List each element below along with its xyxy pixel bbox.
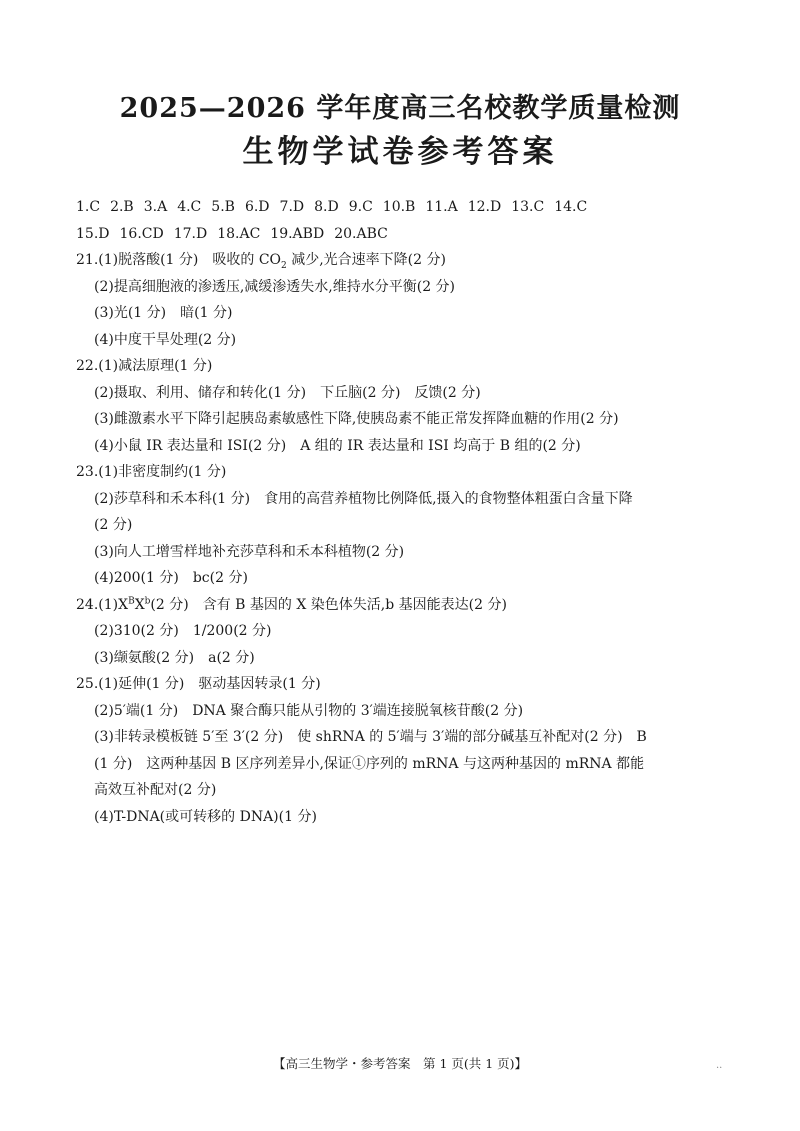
q22-part2 <box>76 380 726 407</box>
mc-answer: 16.CD <box>119 225 164 242</box>
q22-part3: (3)雌激素水平下降引起胰岛素敏感性下降,使胰岛素不能正常发挥降血糖的作用(2 分) <box>94 411 619 427</box>
q25-part3-cont2: 高效互补配对(2 分) <box>94 782 217 798</box>
q25-p1-answer-a: 25.(1)延伸(1 分) <box>76 676 185 692</box>
page-title: 2025—2026 学年度高三名校教学质量检测 <box>119 93 681 124</box>
mc-answer: 7.D <box>279 199 305 215</box>
q22-p4-answer-b: A 组的 IR 表达量和 ISI 均高于 B 组的(2 分) <box>300 437 581 454</box>
q25-p3-answer-e: 这两种基因 B 区序列差异小,保证①序列的 mRNA 与这两种基因的 mRNA 都能 <box>146 755 645 772</box>
mc-answer: 5.B <box>211 199 235 215</box>
q21-p1-subscript: 2 <box>281 260 287 271</box>
q21-p3-answer-b: 暗(1 分) <box>180 305 233 321</box>
q25-p3-score: (1 分) <box>94 755 133 772</box>
mc-answer: 12.D <box>467 199 502 215</box>
q24-p1-mid: X <box>134 596 145 613</box>
corner-mark: .. <box>716 1060 723 1071</box>
mc-answer: 13.C <box>511 199 545 215</box>
mc-answer: 14.C <box>554 199 588 215</box>
q22-p2-answer-c: 反馈(2 分) <box>414 384 481 401</box>
mc-answer: 15.D <box>76 225 110 242</box>
q25-part3 <box>76 724 726 751</box>
q24-p1-superscript-2: b <box>144 595 151 606</box>
q21-p1-answer-a: 21.(1)脱落酸(1 分) <box>76 252 199 268</box>
q23-part4 <box>76 565 726 592</box>
q24-p1-superscript-1: B <box>128 595 135 606</box>
q23-part1: 23.(1)非密度制约(1 分) <box>76 464 227 480</box>
mc-answer: 19.ABD <box>270 225 325 242</box>
q25-p3-answer-c: B <box>636 729 647 745</box>
q22-p2-answer-b: 下丘脑(2 分) <box>320 384 401 401</box>
q25-part1 <box>76 671 726 698</box>
q23-p4-answer-b: bc(2 分) <box>192 570 248 586</box>
mc-answer: 3.A <box>143 199 168 215</box>
mc-answer: 6.D <box>244 199 270 215</box>
q25-part4: (4)T-DNA(或可转移的 DNA)(1 分) <box>94 808 317 825</box>
q23-part2 <box>76 486 726 513</box>
q22-part4 <box>76 433 726 460</box>
mc-answer: 18.AC <box>217 225 261 242</box>
q23-part2-cont: (2 分) <box>94 517 133 533</box>
q25-p3-answer-a: (3)非转录模板链 5′至 3′(2 分) <box>94 729 284 745</box>
answer-content <box>76 194 726 830</box>
q21-part4: (4)中度干旱处理(2 分) <box>94 331 237 348</box>
q21-p1-answer-b: 吸收的 CO <box>212 252 282 268</box>
page-subtitle: 生物学试卷参考答案 <box>242 134 558 170</box>
q21-part2: (2)提高细胞液的渗透压,减缓渗透失水,维持水分平衡(2 分) <box>94 278 456 295</box>
q25-part2 <box>76 698 726 725</box>
q24-p3-answer-b: a(2 分) <box>208 649 255 666</box>
q25-part3-cont <box>76 751 726 778</box>
mc-answer: 10.B <box>382 199 416 215</box>
mc-answer: 20.ABC <box>334 225 388 242</box>
q21-p1-answer-c: 减少,光合速率下降(2 分) <box>286 252 446 268</box>
mc-answers-row-2 <box>76 221 726 248</box>
mc-answers-row-1 <box>76 194 726 221</box>
mc-answer: 17.D <box>173 225 208 242</box>
q21-p3-answer-a: (3)光(1 分) <box>94 305 167 321</box>
q23-part3: (3)向人工增雪样地补充莎草科和禾本科植物(2 分) <box>94 543 405 560</box>
q24-part3 <box>76 645 726 672</box>
q21-part1 <box>76 247 726 274</box>
q21-part3 <box>76 300 726 327</box>
q22-p4-answer-a: (4)小鼠 IR 表达量和 ISI(2 分) <box>94 437 287 454</box>
q22-p2-answer-a: (2)摄取、利用、储存和转化(1 分) <box>94 384 307 401</box>
q24-part1 <box>76 592 726 619</box>
q23-p4-answer-a: (4)200(1 分) <box>94 570 179 586</box>
q24-p2-answer-b: 1/200(2 分) <box>192 623 272 639</box>
mc-answer: 9.C <box>348 199 373 215</box>
mc-answer: 2.B <box>110 199 134 215</box>
q24-p1-score: (2 分) <box>150 596 189 613</box>
q22-part1: 22.(1)减法原理(1 分) <box>76 358 213 374</box>
q25-p2-answer-a: (2)5′端(1 分) <box>94 702 179 719</box>
mc-answer: 1.C <box>76 199 101 215</box>
mc-answer: 4.C <box>177 199 202 215</box>
q24-p1-prefix: 24.(1)X <box>76 596 129 613</box>
q24-p1-answer-b: 含有 B 基因的 X 染色体失活,b 基因能表达(2 分) <box>202 596 507 613</box>
q25-p2-answer-b: DNA 聚合酶只能从引物的 3′端连接脱氧核苷酸(2 分) <box>192 702 524 719</box>
q25-p1-answer-b: 驱动基因转录(1 分) <box>198 676 321 692</box>
q25-p3-answer-b: 使 shRNA 的 5′端与 3′端的部分碱基互补配对(2 分) <box>297 729 623 745</box>
mc-answer: 11.A <box>425 199 458 215</box>
q23-p2-answer-a: (2)莎草科和禾本科(1 分) <box>94 490 251 507</box>
q23-p2-answer-b: 食用的高营养植物比例降低,摄入的食物整体粗蛋白含量下降 <box>264 490 633 507</box>
q24-p2-answer-a: (2)310(2 分) <box>94 623 179 639</box>
mc-answer: 8.D <box>314 199 339 215</box>
q24-part2 <box>76 618 726 645</box>
page-footer: 【高三生物学・参考答案 第 1 页(共 1 页)】 <box>272 1056 528 1071</box>
q24-p3-answer-a: (3)缬氨酸(2 分) <box>94 649 195 666</box>
